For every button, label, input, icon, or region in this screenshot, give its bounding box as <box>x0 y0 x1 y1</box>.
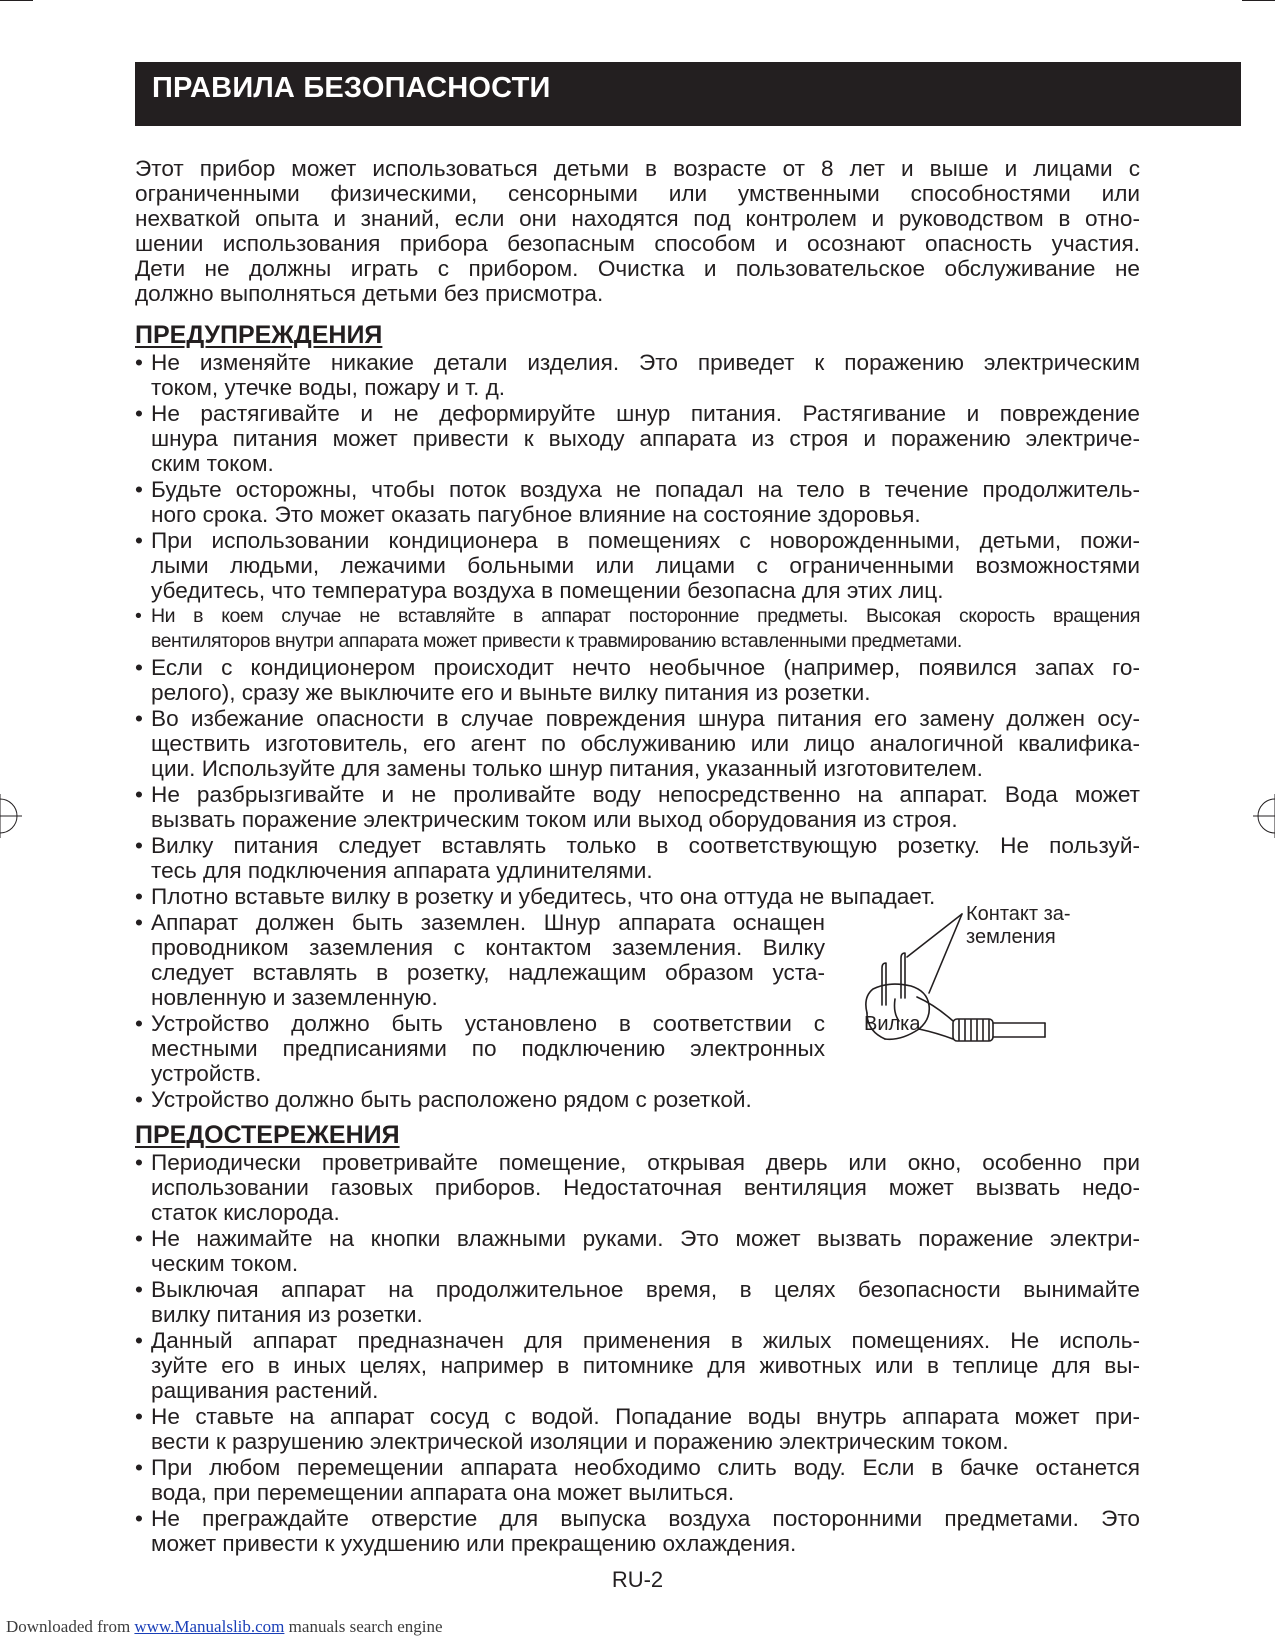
list-item-line: зуйте его в иных целях, например в питомнике для животных или в теплице для вы- <box>151 1353 1140 1378</box>
list-item-line: ским током. <box>151 451 274 476</box>
list-item-line: • Во избежание опасности в случае повреждения шнура питания его замену должен осу- <box>151 706 1140 731</box>
list-item-line: • При использовании кондиционера в помещениях с новорожденными, детьми, пожи- <box>151 528 1140 553</box>
list-item-line: • Не разбрызгивайте и не проливайте воду непосредственно на аппарат. Вода может <box>151 782 1140 807</box>
download-footer <box>6 1617 443 1637</box>
intro-line: должно выполняться детьми без присмотра. <box>135 281 604 306</box>
intro-line: шении использования прибора безопасным способом и осознают опасность участия. <box>135 231 1140 256</box>
ground-contact-label-line: Контакт за- <box>966 903 1071 925</box>
manualslib-link[interactable]: www.Manualslib.com <box>134 1617 285 1636</box>
list-item-line: током, утечке воды, пожару и т. д. <box>151 375 506 400</box>
list-item-line: • Будьте осторожны, чтобы поток воздуха не попадал на тело в течение продолжитель- <box>151 477 1140 502</box>
list-item-line: • Не преграждайте отверстие для выпуска воздуха посторонними предметами. Это <box>151 1506 1140 1531</box>
list-item-line: ращивания растений. <box>151 1378 379 1403</box>
list-item-line: • Не ставьте на аппарат сосуд с водой. Попадание воды внутрь аппарата может при- <box>151 1404 1140 1429</box>
list-item-line: вести к разрушению электрической изоляции и поражению электрическим током. <box>151 1429 1009 1454</box>
list-item <box>135 1455 1140 1505</box>
grounded-plug-figure <box>855 901 1135 1051</box>
intro-line: ограниченными физическими, сенсорными или умственными способностями или <box>135 181 1140 206</box>
list-item-line: тесь для подключения аппарата удлинителями. <box>151 858 653 883</box>
list-item-line: новленную и заземленную. <box>151 985 438 1010</box>
list-item <box>135 477 1140 527</box>
list-item <box>135 910 825 1010</box>
list-item-line: вилку питания из розетки. <box>151 1302 423 1327</box>
section-title: ПРАВИЛА БЕЗОПАСНОСТИ <box>152 72 551 104</box>
warnings-heading: ПРЕДУПРЕЖДЕНИЯ <box>135 321 383 349</box>
list-item-line: • Данный аппарат предназначен для применения в жилых помещениях. Не исполь- <box>151 1328 1140 1353</box>
registration-mark-right <box>1253 794 1275 838</box>
list-item-line: лыми людьми, лежачими больными или лицами с ограниченными возможностями <box>151 553 1140 578</box>
list-item <box>135 1087 1140 1112</box>
list-item <box>135 401 1140 476</box>
list-item-line: • При любом перемещении аппарата необходимо слить воду. Если в бачке останется <box>151 1455 1140 1480</box>
list-item-line: вызвать поражение электрическим током или выход оборудования из строя. <box>151 807 958 832</box>
section-title-bar <box>135 62 1241 126</box>
list-item <box>135 655 1140 705</box>
page-number: RU-2 <box>611 1567 664 1592</box>
list-item-line: • Не изменяйте никакие детали изделия. Это приведет к поражению электрическим <box>151 350 1140 375</box>
list-item <box>135 1328 1140 1403</box>
list-item <box>135 1011 825 1086</box>
list-item <box>135 604 1140 654</box>
list-item-line: статок кислорода. <box>151 1200 340 1225</box>
list-item-line: местными предписаниями по подключению электронных <box>151 1036 825 1061</box>
cautions-heading: ПРЕДОСТЕРЕЖЕНИЯ <box>135 1121 400 1149</box>
list-item-line: устройств. <box>151 1061 262 1086</box>
intro-line: Дети не должны играть с прибором. Очистка и пользовательское обслуживание не <box>135 256 1140 281</box>
list-item-line: • Устройство должно быть установлено в соответствии с <box>151 1011 825 1036</box>
list-item-line: ческим током. <box>151 1251 299 1276</box>
crop-mark-top-left <box>0 0 33 1</box>
list-item-line: • Плотно вставьте вилку в розетку и убедитесь, что она оттуда не выпадает. <box>151 884 936 909</box>
list-item-line: • Периодически проветривайте помещение, открывая дверь или окно, особенно при <box>151 1150 1140 1175</box>
intro-line: Этот прибор может использоваться детьми в возрасте от 8 лет и выше и лицами с <box>135 156 1140 181</box>
footer-suffix: manuals search engine <box>284 1617 443 1636</box>
list-item-line: вентиляторов внутри аппарата может привести к травмированию вставленными предметами. <box>151 630 962 652</box>
plug-label: Вилка <box>864 1013 921 1035</box>
intro-line: нехваткой опыта и знаний, если они находятся под контролем и руководством в отно- <box>135 206 1140 231</box>
list-item <box>135 350 1140 400</box>
list-item <box>135 782 1140 832</box>
list-item <box>135 1277 1140 1327</box>
list-item-line: ции. Используйте для замены только шнур питания, указанный изготовителем. <box>151 756 983 781</box>
list-item-line: следует вставлять в розетку, надлежащим образом уста- <box>151 960 825 985</box>
list-item-line: убедитесь, что температура воздуха в помещении безопасна для этих лиц. <box>151 578 944 603</box>
list-item <box>135 1226 1140 1276</box>
list-item-line: шнура питания может привести к выходу аппарата из строя и поражению электриче- <box>151 426 1140 451</box>
list-item-line: • Аппарат должен быть заземлен. Шнур аппарата оснащен <box>151 910 825 935</box>
list-item <box>135 706 1140 781</box>
list-item-line: • Не растягивайте и не деформируйте шнур питания. Растягивание и повреждение <box>151 401 1140 426</box>
footer-prefix: Downloaded from <box>6 1617 135 1636</box>
list-item-line: • Не нажимайте на кнопки влажными руками. Это может вызвать поражение электри- <box>151 1226 1140 1251</box>
list-item <box>135 833 1140 883</box>
list-item-line: вода, при перемещении аппарата она может вылиться. <box>151 1480 735 1505</box>
crop-mark-top-right <box>1242 0 1275 1</box>
list-item-line: проводником заземления с контактом заземления. Вилку <box>151 935 825 960</box>
list-item-line: • Если с кондиционером происходит нечто необычное (например, появился запах го- <box>151 655 1140 680</box>
list-item-line: ществить изготовитель, его агент по обслуживанию или лицо аналогичной квалифика- <box>151 731 1140 756</box>
list-item-line: • Устройство должно быть расположено рядом с розеткой. <box>151 1087 752 1112</box>
page-content <box>135 156 1140 1557</box>
list-item-line: релого), сразу же выключите его и выньте вилку питания из розетки. <box>151 680 871 705</box>
list-item <box>135 528 1140 603</box>
list-item-line: • Вилку питания следует вставлять только в соответствующую розетку. Не пользуй- <box>151 833 1140 858</box>
list-item-line: ного срока. Это может оказать пагубное влияние на состояние здоровья. <box>151 502 921 527</box>
registration-mark-left <box>0 794 22 838</box>
cautions-list <box>135 1150 1140 1556</box>
list-item <box>135 1404 1140 1454</box>
list-item-line: • Выключая аппарат на продолжительное время, в целях безопасности вынимайте <box>151 1277 1140 1302</box>
list-item <box>135 1506 1140 1556</box>
list-item <box>135 1150 1140 1225</box>
list-item-line: • Ни в коем случае не вставляйте в аппарат посторонние предметы. Высокая скорость вращения <box>151 605 1140 627</box>
list-item-line: может привести к ухудшению или прекращению охлаждения. <box>151 1531 797 1556</box>
ground-contact-label-line: земления <box>966 926 1056 948</box>
intro-paragraph <box>135 156 1140 306</box>
ground-contact-label <box>966 903 1071 949</box>
list-item-line: использовании газовых приборов. Недостаточная вентиляция может вызвать недо- <box>151 1175 1140 1200</box>
